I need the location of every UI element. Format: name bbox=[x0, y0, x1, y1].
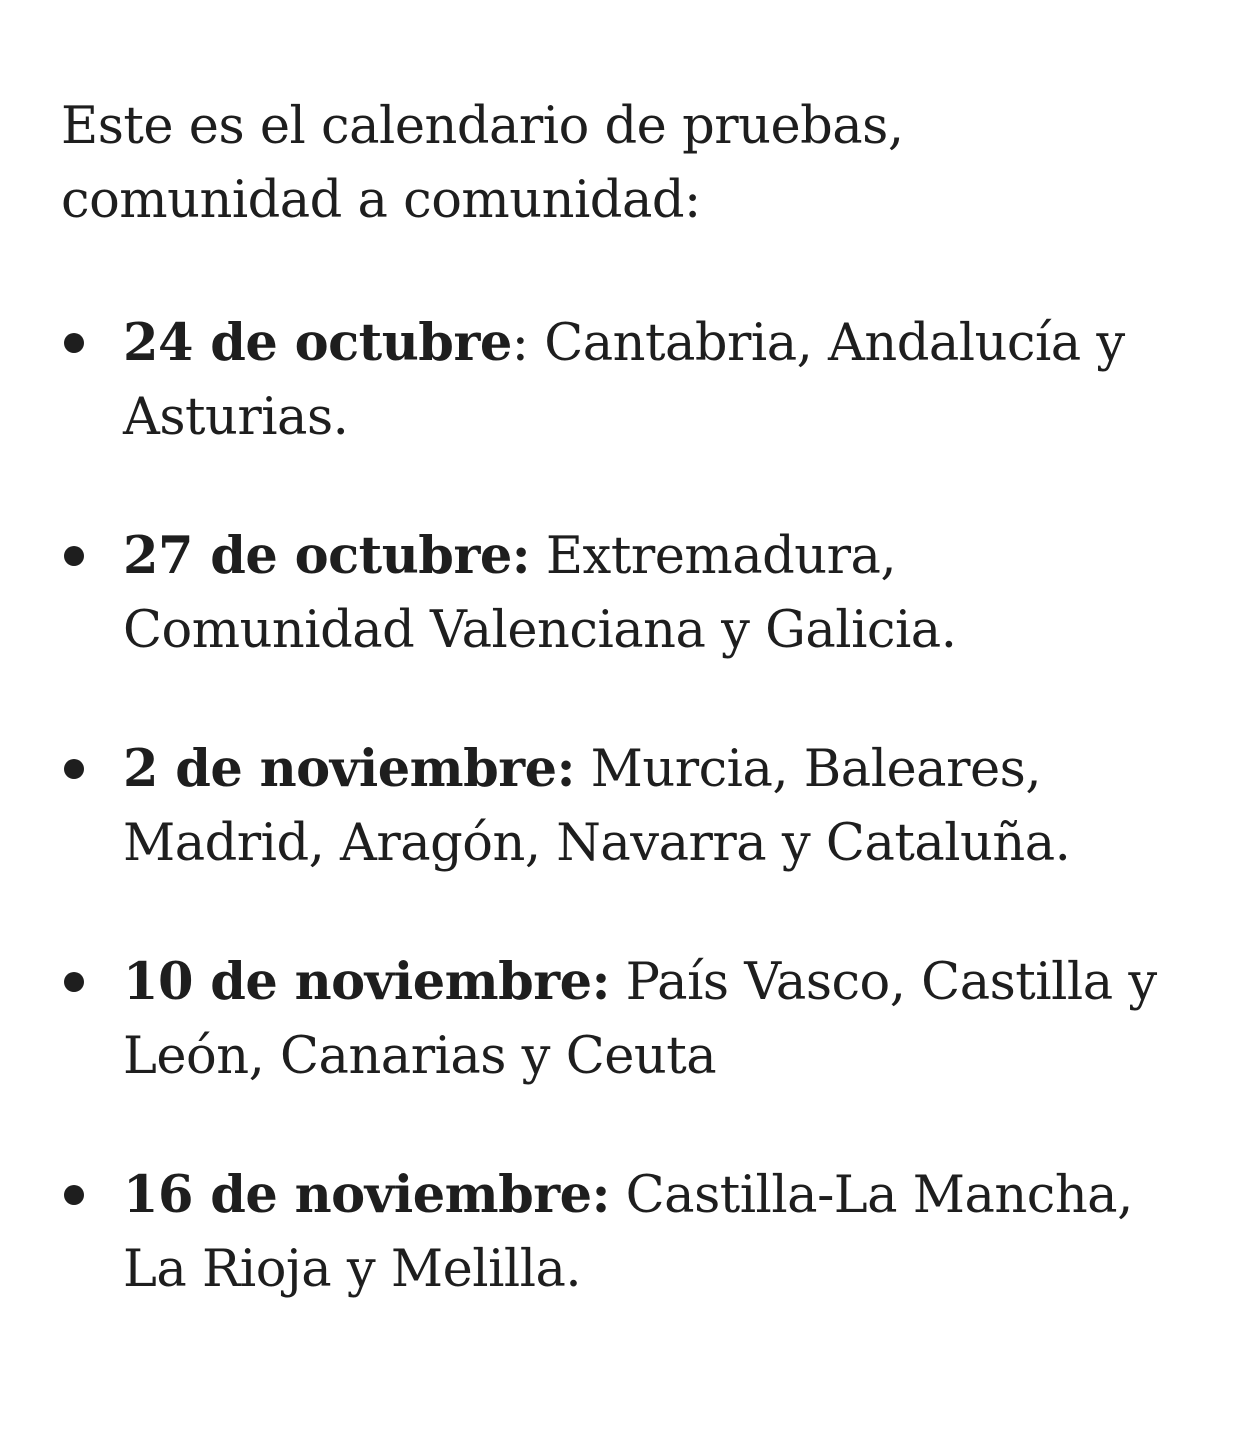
schedule-separator bbox=[575, 740, 591, 799]
schedule-item-0 bbox=[61, 306, 1191, 455]
schedule-separator bbox=[530, 527, 546, 586]
schedule-item-4 bbox=[61, 1158, 1191, 1307]
schedule-date: 24 de octubre bbox=[123, 313, 512, 373]
schedule-date: 27 de octubre: bbox=[123, 526, 531, 586]
bullet-icon bbox=[64, 972, 84, 992]
intro-paragraph: Este es el calendario de pruebas, comunidad a comunidad: bbox=[61, 97, 904, 230]
schedule-date: 16 de noviembre: bbox=[123, 1165, 610, 1225]
schedule-item-1 bbox=[61, 519, 1191, 668]
schedule-item-3 bbox=[61, 945, 1191, 1094]
article-body bbox=[61, 90, 1191, 1307]
bullet-icon bbox=[64, 759, 84, 779]
schedule-date: 10 de noviembre: bbox=[123, 952, 610, 1012]
schedule-date: 2 de noviembre: bbox=[123, 739, 575, 799]
schedule-regions: Extremadura, Comunidad Valenciana y Galicia. bbox=[123, 527, 957, 660]
schedule-regions: Murcia, Baleares, Madrid, Aragón, Navarra y Cataluña. bbox=[123, 740, 1071, 873]
bullet-icon bbox=[64, 333, 84, 353]
schedule-list bbox=[61, 306, 1191, 1307]
bullet-icon bbox=[64, 546, 84, 566]
schedule-item-2 bbox=[61, 732, 1191, 881]
schedule-regions: Cantabria, Andalucía y Asturias. bbox=[123, 314, 1125, 447]
schedule-separator: : bbox=[511, 314, 545, 373]
schedule-regions: País Vasco, Castilla y León, Canarias y Ceuta bbox=[123, 953, 1157, 1086]
schedule-separator bbox=[610, 1166, 626, 1225]
schedule-regions: Castilla-La Mancha, La Rioja y Melilla. bbox=[123, 1166, 1133, 1299]
bullet-icon bbox=[64, 1185, 84, 1205]
schedule-separator bbox=[610, 953, 626, 1012]
